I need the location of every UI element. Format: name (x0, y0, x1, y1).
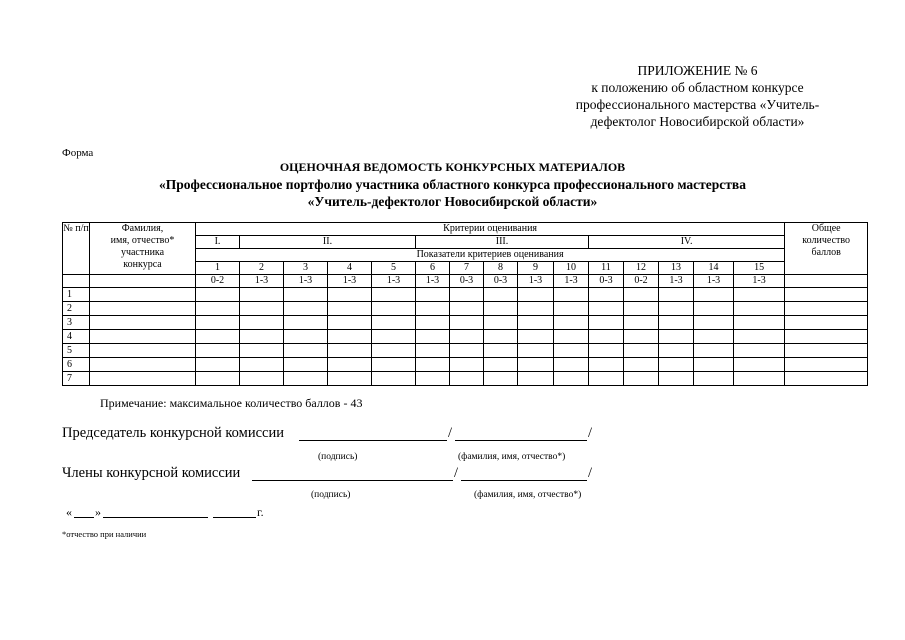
score-cell[interactable] (416, 372, 450, 386)
score-cell[interactable] (284, 288, 328, 302)
score-cell[interactable] (450, 358, 484, 372)
indicator-2: 2 (240, 262, 284, 275)
header-total-line-1: Общее (811, 223, 841, 234)
score-cell[interactable] (624, 372, 659, 386)
score-cell[interactable] (734, 358, 785, 372)
score-cell[interactable] (372, 302, 416, 316)
header-participant-line-3: участника (120, 247, 165, 258)
score-cell[interactable] (416, 330, 450, 344)
score-cell[interactable] (484, 344, 518, 358)
score-cell[interactable] (328, 288, 372, 302)
score-cell[interactable] (240, 288, 284, 302)
table-row (63, 316, 868, 330)
score-cell[interactable] (484, 358, 518, 372)
score-cell[interactable] (484, 372, 518, 386)
score-cell[interactable] (694, 358, 734, 372)
score-cell[interactable] (518, 358, 554, 372)
chairman-signature-hint: (подпись) (318, 452, 358, 462)
header-participant-line-1: Фамилия, (121, 223, 164, 234)
score-cell[interactable] (284, 316, 328, 330)
score-cell[interactable] (659, 344, 694, 358)
score-cell[interactable] (484, 302, 518, 316)
header-row-ranges (63, 275, 868, 288)
indicator-4: 4 (328, 262, 372, 275)
range-blank-total (785, 275, 868, 288)
document-subtitle-1: «Профессиональное портфолио участника областного конкурса профессионального мастерства (159, 177, 746, 192)
row-number: 1 (63, 288, 90, 302)
participant-cell[interactable] (90, 344, 196, 358)
participant-cell[interactable] (90, 372, 196, 386)
range-2: 1-3 (240, 275, 284, 288)
table-row (63, 288, 868, 302)
table-row (63, 358, 868, 372)
header-num: № п/п (63, 223, 90, 275)
indicator-7: 7 (450, 262, 484, 275)
document-title: ОЦЕНОЧНАЯ ВЕДОМОСТЬ КОНКУРСНЫХ МАТЕРИАЛОВ (279, 160, 626, 174)
score-cell[interactable] (284, 344, 328, 358)
indicator-11: 11 (589, 262, 624, 275)
table-row (63, 302, 868, 316)
row-number: 3 (63, 316, 90, 330)
participant-cell[interactable] (90, 288, 196, 302)
appendix-line-3: профессионального мастерства «Учитель- (575, 97, 820, 112)
score-cell[interactable] (518, 302, 554, 316)
score-cell[interactable] (624, 358, 659, 372)
score-cell[interactable] (328, 358, 372, 372)
participant-cell[interactable] (90, 302, 196, 316)
score-cell[interactable] (589, 316, 624, 330)
footnote: *отчество при наличии (62, 529, 147, 539)
indicator-9: 9 (518, 262, 554, 275)
chairman-name-line[interactable] (455, 440, 587, 441)
score-cell[interactable] (554, 316, 589, 330)
row-number: 6 (63, 358, 90, 372)
total-cell[interactable] (785, 330, 868, 344)
score-cell[interactable] (450, 372, 484, 386)
range-15: 1-3 (734, 275, 785, 288)
score-cell[interactable] (518, 316, 554, 330)
score-cell[interactable] (196, 316, 240, 330)
score-cell[interactable] (694, 330, 734, 344)
score-cell[interactable] (328, 372, 372, 386)
chairman-name-hint: (фамилия, имя, отчество*) (458, 452, 566, 462)
header-participant-line-2: имя, отчество* (110, 235, 175, 246)
header-row-1 (63, 223, 868, 236)
header-total-line-2: количество (802, 235, 851, 246)
score-cell[interactable] (624, 344, 659, 358)
range-1: 0-2 (196, 275, 240, 288)
year-suffix: г. (257, 505, 264, 519)
row-number: 2 (63, 302, 90, 316)
table-row (63, 344, 868, 358)
score-cell[interactable] (589, 344, 624, 358)
range-blank-name (90, 275, 196, 288)
participant-cell[interactable] (90, 358, 196, 372)
range-12: 0-2 (624, 275, 659, 288)
score-cell[interactable] (589, 288, 624, 302)
header-participant (90, 223, 196, 275)
date-day-line[interactable] (74, 517, 94, 518)
document-subtitle-2: «Учитель-дефектолог Новосибирской области» (307, 194, 598, 209)
score-cell[interactable] (589, 372, 624, 386)
score-cell[interactable] (554, 372, 589, 386)
score-cell[interactable] (196, 302, 240, 316)
score-cell[interactable] (372, 316, 416, 330)
date-year-line[interactable] (213, 517, 256, 518)
members-signature-hint: (подпись) (311, 490, 351, 500)
range-11: 0-3 (589, 275, 624, 288)
criteria-group-4: IV. (589, 236, 785, 249)
score-cell[interactable] (372, 372, 416, 386)
score-cell[interactable] (416, 288, 450, 302)
score-cell[interactable] (240, 344, 284, 358)
score-cell[interactable] (659, 358, 694, 372)
range-7: 0-3 (450, 275, 484, 288)
date-open-quote: « (66, 505, 72, 519)
criteria-group-3: III. (416, 236, 589, 249)
score-cell[interactable] (484, 288, 518, 302)
participant-cell[interactable] (90, 330, 196, 344)
score-cell[interactable] (372, 358, 416, 372)
total-cell[interactable] (785, 316, 868, 330)
range-3: 1-3 (284, 275, 328, 288)
score-cell[interactable] (694, 372, 734, 386)
score-cell[interactable] (518, 330, 554, 344)
score-cell[interactable] (734, 372, 785, 386)
members-name-hint: (фамилия, имя, отчество*) (474, 490, 582, 500)
participant-cell[interactable] (90, 316, 196, 330)
score-cell[interactable] (328, 302, 372, 316)
score-cell[interactable] (416, 316, 450, 330)
appendix-line-1: ПРИЛОЖЕНИЕ № 6 (637, 63, 758, 78)
score-cell[interactable] (416, 302, 450, 316)
score-cell[interactable] (589, 330, 624, 344)
table-row (63, 330, 868, 344)
row-number: 5 (63, 344, 90, 358)
indicator-3: 3 (284, 262, 328, 275)
criteria-group-1: I. (196, 236, 240, 249)
score-cell[interactable] (416, 358, 450, 372)
evaluation-table (62, 222, 868, 386)
score-cell[interactable] (450, 344, 484, 358)
score-cell[interactable] (196, 330, 240, 344)
indicator-8: 8 (484, 262, 518, 275)
score-cell[interactable] (734, 330, 785, 344)
score-cell[interactable] (284, 302, 328, 316)
score-cell[interactable] (196, 344, 240, 358)
score-cell[interactable] (694, 316, 734, 330)
members-signature-line[interactable] (252, 480, 453, 481)
indicator-14: 14 (694, 262, 734, 275)
score-cell[interactable] (196, 358, 240, 372)
score-cell[interactable] (518, 372, 554, 386)
score-cell[interactable] (196, 372, 240, 386)
header-criteria: Критерии оценивания (196, 223, 785, 236)
header-participant-line-4: конкурса (123, 259, 162, 270)
indicator-6: 6 (416, 262, 450, 275)
score-cell[interactable] (328, 330, 372, 344)
score-cell[interactable] (372, 344, 416, 358)
score-cell[interactable] (328, 344, 372, 358)
score-cell[interactable] (659, 302, 694, 316)
appendix-line-4: дефектолог Новосибирской области» (590, 114, 805, 129)
score-cell[interactable] (624, 302, 659, 316)
score-cell[interactable] (734, 288, 785, 302)
total-cell[interactable] (785, 288, 868, 302)
score-cell[interactable] (240, 316, 284, 330)
table-row (63, 372, 868, 386)
score-cell[interactable] (659, 372, 694, 386)
note: Примечание: максимальное количество баллов - 43 (100, 396, 363, 410)
score-cell[interactable] (554, 330, 589, 344)
range-blank-num (63, 275, 90, 288)
date-month-line[interactable] (103, 517, 208, 518)
indicator-1: 1 (196, 262, 240, 275)
chairman-label: Председатель конкурсной комиссии (62, 425, 284, 441)
header-total (785, 223, 868, 275)
range-9: 1-3 (518, 275, 554, 288)
indicator-13: 13 (659, 262, 694, 275)
range-6: 1-3 (416, 275, 450, 288)
members-name-line[interactable] (461, 480, 587, 481)
score-cell[interactable] (416, 344, 450, 358)
score-cell[interactable] (734, 316, 785, 330)
range-14: 1-3 (694, 275, 734, 288)
score-cell[interactable] (328, 316, 372, 330)
score-cell[interactable] (694, 288, 734, 302)
score-cell[interactable] (284, 372, 328, 386)
appendix-header (520, 62, 875, 130)
score-cell[interactable] (554, 344, 589, 358)
score-cell[interactable] (240, 372, 284, 386)
score-cell[interactable] (589, 358, 624, 372)
range-4: 1-3 (328, 275, 372, 288)
header-indicators: Показатели критериев оценивания (196, 249, 785, 262)
row-number: 7 (63, 372, 90, 386)
total-cell[interactable] (785, 302, 868, 316)
score-cell[interactable] (196, 288, 240, 302)
score-cell[interactable] (734, 344, 785, 358)
score-cell[interactable] (240, 330, 284, 344)
score-cell[interactable] (372, 330, 416, 344)
score-cell[interactable] (240, 302, 284, 316)
form-label: Форма (62, 147, 94, 159)
range-8: 0-3 (484, 275, 518, 288)
score-cell[interactable] (518, 344, 554, 358)
total-cell[interactable] (785, 344, 868, 358)
score-cell[interactable] (484, 316, 518, 330)
row-number: 4 (63, 330, 90, 344)
score-cell[interactable] (624, 330, 659, 344)
score-cell[interactable] (734, 302, 785, 316)
range-10: 1-3 (554, 275, 589, 288)
score-cell[interactable] (554, 358, 589, 372)
score-cell[interactable] (694, 302, 734, 316)
chairman-signature-line[interactable] (299, 440, 447, 441)
score-cell[interactable] (554, 288, 589, 302)
score-cell[interactable] (659, 288, 694, 302)
score-cell[interactable] (240, 358, 284, 372)
members-label: Члены конкурсной комиссии (62, 465, 241, 481)
score-cell[interactable] (659, 330, 694, 344)
range-13: 1-3 (659, 275, 694, 288)
score-cell[interactable] (484, 330, 518, 344)
indicator-5: 5 (372, 262, 416, 275)
score-cell[interactable] (450, 288, 484, 302)
total-cell[interactable] (785, 372, 868, 386)
score-cell[interactable] (518, 288, 554, 302)
total-cell[interactable] (785, 358, 868, 372)
score-cell[interactable] (284, 330, 328, 344)
range-5: 1-3 (372, 275, 416, 288)
score-cell[interactable] (694, 344, 734, 358)
score-cell[interactable] (372, 288, 416, 302)
score-cell[interactable] (450, 330, 484, 344)
header-total-line-3: баллов (811, 247, 841, 258)
criteria-group-2: II. (240, 236, 416, 249)
score-cell[interactable] (589, 302, 624, 316)
score-cell[interactable] (450, 302, 484, 316)
score-cell[interactable] (624, 288, 659, 302)
indicator-10: 10 (554, 262, 589, 275)
score-cell[interactable] (659, 316, 694, 330)
score-cell[interactable] (284, 358, 328, 372)
indicator-15: 15 (734, 262, 785, 275)
indicator-12: 12 (624, 262, 659, 275)
score-cell[interactable] (554, 302, 589, 316)
appendix-line-2: к положению об областном конкурсе (591, 80, 804, 95)
date-close-quote: » (95, 505, 101, 519)
score-cell[interactable] (624, 316, 659, 330)
score-cell[interactable] (450, 316, 484, 330)
